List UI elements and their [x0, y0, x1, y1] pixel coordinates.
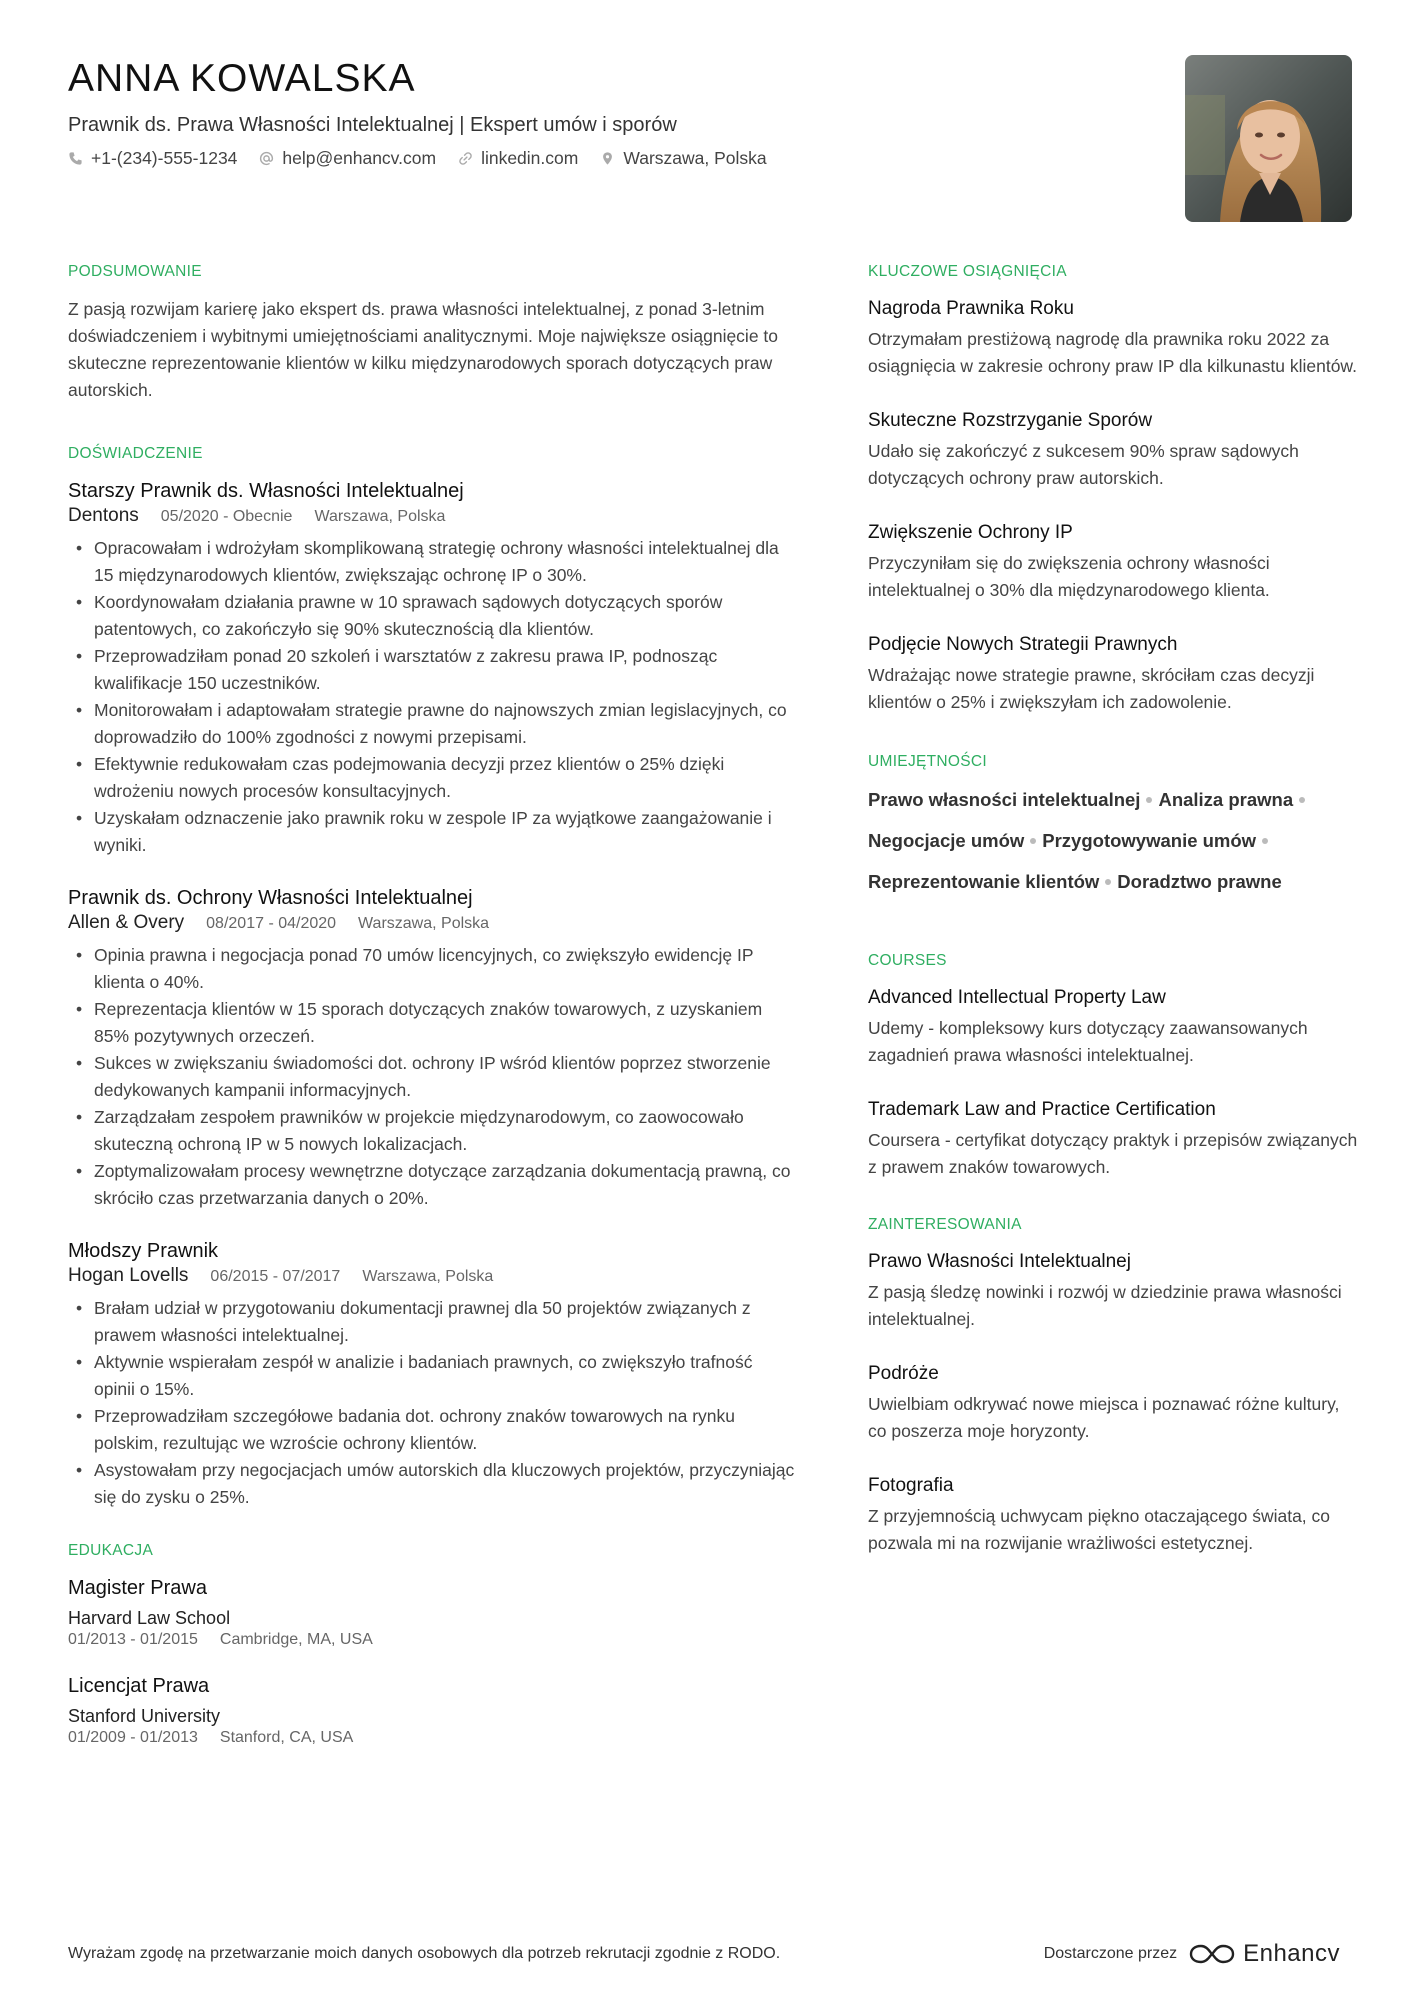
skill-label: Analiza prawna: [1158, 789, 1294, 810]
course-title: Advanced Intellectual Property Law: [868, 987, 1166, 1008]
powered-by: [1044, 1940, 1340, 1968]
left-column: [68, 262, 796, 1789]
achievement-text: Udało się zakończyć z sukcesem 90% spraw sądowych dotyczących ochrony praw autorskich.: [868, 441, 1299, 488]
dot-separator: [1299, 797, 1305, 803]
skill-tag: [1117, 868, 1281, 895]
job-title: Młodszy Prawnik: [68, 1240, 219, 1262]
achievements-title: KLUCZOWE OSIĄGNIĘCIA: [868, 263, 1067, 280]
summary-section: [68, 262, 796, 404]
achievement-item: [868, 632, 1358, 716]
edu-meta: [68, 1727, 796, 1749]
contact-phone: [68, 146, 237, 170]
interest-text: Z pasją śledzę nowinki i rozwój w dziedzinie prawa własności intelektualnej.: [868, 1282, 1342, 1329]
edu-location: Cambridge, MA, USA: [219, 1631, 373, 1648]
courses-title: COURSES: [868, 952, 947, 969]
interest-text: Z przyjemnością uchwycam piękno otaczającego świata, co pozwala mi na rozwijanie wrażliwości estetycznej.: [868, 1506, 1331, 1553]
contact-location: [600, 146, 766, 170]
job-entry: [68, 1238, 796, 1511]
job-company: Allen & Overy: [68, 912, 185, 933]
skill-tag: [1158, 786, 1311, 813]
skills-section: [868, 752, 1358, 895]
bullet-item: • Przeprowadziłam ponad 20 szkoleń i warsztatów z zakresu prawa IP, podnosząc kwalifikacje 150 uczestników.: [68, 643, 796, 697]
edu-dates: 01/2009 - 01/2013: [68, 1729, 198, 1746]
education-entry: [68, 1575, 796, 1651]
job-title: Starszy Prawnik ds. Własności Intelektualnej: [68, 480, 464, 502]
skills-list: [868, 786, 1358, 895]
bullet-item: • Zoptymalizowałam procesy wewnętrzne dotyczące zarządzania dokumentacją prawną, co skróciło czas przetwarzania danych o 20%.: [68, 1158, 796, 1212]
edu-meta: [68, 1629, 796, 1651]
bullet-item: • Monitorowałam i adaptowałam strategie prawne do najnowszych zmian legislacyjnych, co doprowadziło do 100% zgodności z nowymi przepisami.: [68, 697, 796, 751]
job-title: Prawnik ds. Ochrony Własności Intelektualnej: [68, 887, 473, 909]
job-dates: 06/2015 - 07/2017: [210, 1268, 341, 1285]
linkedin-link[interactable]: linkedin.com: [481, 148, 579, 168]
job-bullets: [68, 1295, 796, 1511]
achievement-title: Nagroda Prawnika Roku: [868, 298, 1074, 319]
brand-name: Enhancv: [1243, 1940, 1340, 1967]
phone-text: +1-(234)-555-1234: [91, 148, 238, 168]
interest-item: [868, 1361, 1358, 1445]
experience-section: [68, 444, 796, 1511]
job-dates: 05/2020 - Obecnie: [160, 508, 293, 525]
candidate-name: ANNA KOWALSKA: [68, 57, 416, 100]
skill-tag: [868, 786, 1158, 813]
skill-tag: [1042, 827, 1274, 854]
job-company: Hogan Lovells: [68, 1265, 189, 1286]
job-entry: [68, 885, 796, 1212]
job-company: Dentons: [68, 505, 139, 526]
at-icon: [259, 151, 274, 166]
interest-text: Uwielbiam odkrywać nowe miejsca i poznawać różne kultury, co poszerza moje horyzonty.: [868, 1394, 1340, 1441]
achievement-text: Wdrażając nowe strategie prawne, skróciłam czas decyzji klientów o 25% i zwiększyłam ich zadowolenie.: [868, 665, 1315, 712]
interest-title: Fotografia: [868, 1475, 954, 1496]
job-bullets: [68, 535, 796, 859]
edu-school: Harvard Law School: [68, 1608, 231, 1628]
achievement-item: [868, 408, 1358, 492]
interest-item: [868, 1249, 1358, 1333]
portrait-image: [1185, 55, 1352, 222]
education-section: [68, 1541, 796, 1749]
bullet-item: • Reprezentacja klientów w 15 sporach dotyczących znaków towarowych, z uzyskaniem 85% pozytywnych orzeczeń.: [68, 996, 796, 1050]
bullet-item: • Efektywnie redukowałam czas podejmowania decyzji przez klientów o 25% dzięki wdrożeniu nowych procesów konsultacyjnych.: [68, 751, 796, 805]
bullet-item: • Przeprowadziłam szczegółowe badania dot. ochrony znaków towarowych na rynku polskim, rezultując we wzroście ochrony klientów.: [68, 1403, 796, 1457]
course-text: Coursera - certyfikat dotyczący praktyk i przepisów związanych z prawem znaków towarowych.: [868, 1130, 1358, 1177]
link-icon: [458, 151, 473, 166]
profile-photo: [1185, 55, 1352, 222]
edu-degree: Magister Prawa: [68, 1577, 207, 1599]
bullet-item: • Sukces w zwiększaniu świadomości dot. ochrony IP wśród klientów poprzez stworzenie dedykowanych kampanii informacyjnych.: [68, 1050, 796, 1104]
course-title: Trademark Law and Practice Certification: [868, 1099, 1216, 1120]
summary-title: PODSUMOWANIE: [68, 263, 202, 280]
page-footer: [68, 1940, 1340, 1968]
skill-label: Negocjacje umów: [868, 830, 1025, 851]
skills-title: UMIEJĘTNOŚCI: [868, 753, 987, 770]
dot-separator: [1262, 838, 1268, 844]
skill-tag: [868, 868, 1117, 895]
bullet-item: • Koordynowałam działania prawne w 10 sprawach sądowych dotyczących sporów patentowych, co zakończyło się 90% skutecznością dla klientów.: [68, 589, 796, 643]
location-pin-icon: [600, 151, 615, 166]
skill-tag: [868, 827, 1042, 854]
enhancv-logo[interactable]: [1189, 1940, 1340, 1968]
education-entry: [68, 1673, 796, 1749]
bullet-item: • Asystowałam przy negocjacjach umów autorskich dla kluczowych projektów, przyczyniając się do zysku o 25%.: [68, 1457, 796, 1511]
interests-section: [868, 1215, 1358, 1557]
edu-degree: Licencjat Prawa: [68, 1675, 210, 1697]
achievement-title: Zwiększenie Ochrony IP: [868, 522, 1073, 543]
job-dates: 08/2017 - 04/2020: [206, 915, 337, 932]
job-meta: [68, 504, 796, 529]
enhancv-logo-icon: [1189, 1942, 1235, 1966]
dot-separator: [1146, 797, 1152, 803]
interests-title: ZAINTERESOWANIA: [868, 1216, 1022, 1233]
skill-label: Reprezentowanie klientów: [868, 871, 1100, 892]
bullet-item: • Zarządzałam zespołem prawników w projekcie międzynarodowym, co zaowocowało skuteczną ochroną IP w 5 nowych lokalizacjach.: [68, 1104, 796, 1158]
job-meta: [68, 911, 796, 936]
interest-title: Prawo Własności Intelektualnej: [868, 1251, 1131, 1272]
contact-linkedin[interactable]: [458, 146, 578, 170]
powered-by-label: Dostarczone przez: [1043, 1945, 1178, 1962]
gdpr-consent: Wyrażam zgodę na przetwarzanie moich danych osobowych dla potrzeb rekrutacji zgodnie z RODO.: [68, 1945, 781, 1962]
bullet-item: • Opracowałam i wdrożyłam skomplikowaną strategię ochrony własności intelektualnej dla 15 międzynarodowych klientów, zwiększając ochronę IP o 30%.: [68, 535, 796, 589]
skill-label: Przygotowywanie umów: [1042, 830, 1257, 851]
job-location: Warszawa, Polska: [314, 508, 446, 525]
skill-label: Doradztwo prawne: [1117, 871, 1282, 892]
job-location: Warszawa, Polska: [362, 1268, 494, 1285]
location-text: Warszawa, Polska: [623, 148, 767, 168]
course-text: Udemy - kompleksowy kurs dotyczący zaawansowanych zagadnień prawa własności intelektualnej.: [868, 1018, 1308, 1065]
interest-title: Podróże: [868, 1363, 939, 1384]
dot-separator: [1030, 838, 1036, 844]
phone-icon: [68, 151, 83, 166]
resume-header: [68, 56, 1128, 170]
bullet-item: • Aktywnie wspierałam zespół w analizie i badaniach prawnych, co zwiększyło trafność opinii o 15%.: [68, 1349, 796, 1403]
summary-text: Z pasją rozwijam karierę jako ekspert ds. prawa własności intelektualnej, z ponad 3-letnim doświadczeniem i wybitnymi umiejętnościami analitycznymi. Moje największe osiągnięcie to skuteczne reprezentowanie klientów w kilku międzynarodowych sporach dotyczących praw autorskich.: [68, 299, 779, 400]
contact-list: [68, 146, 1128, 170]
job-entry: [68, 478, 796, 859]
job-location: Warszawa, Polska: [358, 915, 490, 932]
course-item: [868, 985, 1358, 1069]
email-link[interactable]: help@enhancv.com: [282, 148, 437, 168]
contact-email[interactable]: [259, 146, 436, 170]
course-item: [868, 1097, 1358, 1181]
achievement-title: Podjęcie Nowych Strategii Prawnych: [868, 634, 1178, 655]
edu-location: Stanford, CA, USA: [219, 1729, 354, 1746]
education-title: EDUKACJA: [68, 1542, 154, 1559]
candidate-headline: Prawnik ds. Prawa Własności Intelektualnej | Ekspert umów i sporów: [68, 114, 677, 136]
courses-section: [868, 951, 1358, 1181]
skill-label: Prawo własności intelektualnej: [868, 789, 1141, 810]
right-column: [868, 262, 1358, 1597]
achievement-item: [868, 520, 1358, 604]
achievement-text: Przyczyniłam się do zwiększenia ochrony własności intelektualnej o 30% dla międzynarodowego klienta.: [868, 553, 1270, 600]
achievements-section: [868, 262, 1358, 716]
edu-dates: 01/2013 - 01/2015: [68, 1631, 198, 1648]
experience-title: DOŚWIADCZENIE: [68, 445, 203, 462]
interest-item: [868, 1473, 1358, 1557]
achievement-item: [868, 296, 1358, 380]
job-bullets: [68, 942, 796, 1212]
bullet-item: • Brałam udział w przygotowaniu dokumentacji prawnej dla 50 projektów związanych z prawem własności intelektualnej.: [68, 1295, 796, 1349]
edu-school: Stanford University: [68, 1706, 221, 1726]
achievement-title: Skuteczne Rozstrzyganie Sporów: [868, 410, 1153, 431]
dot-separator: [1105, 879, 1111, 885]
bullet-item: • Uzyskałam odznaczenie jako prawnik roku w zespole IP za wyjątkowe zaangażowanie i wyniki.: [68, 805, 796, 859]
job-meta: [68, 1264, 796, 1289]
achievement-text: Otrzymałam prestiżową nagrodę dla prawnika roku 2022 za osiągnięcia w zakresie ochrony praw IP dla kilkunastu klientów.: [868, 329, 1357, 376]
bullet-item: • Opinia prawna i negocjacja ponad 70 umów licencyjnych, co zwiększyło ewidencję IP klienta o 40%.: [68, 942, 796, 996]
